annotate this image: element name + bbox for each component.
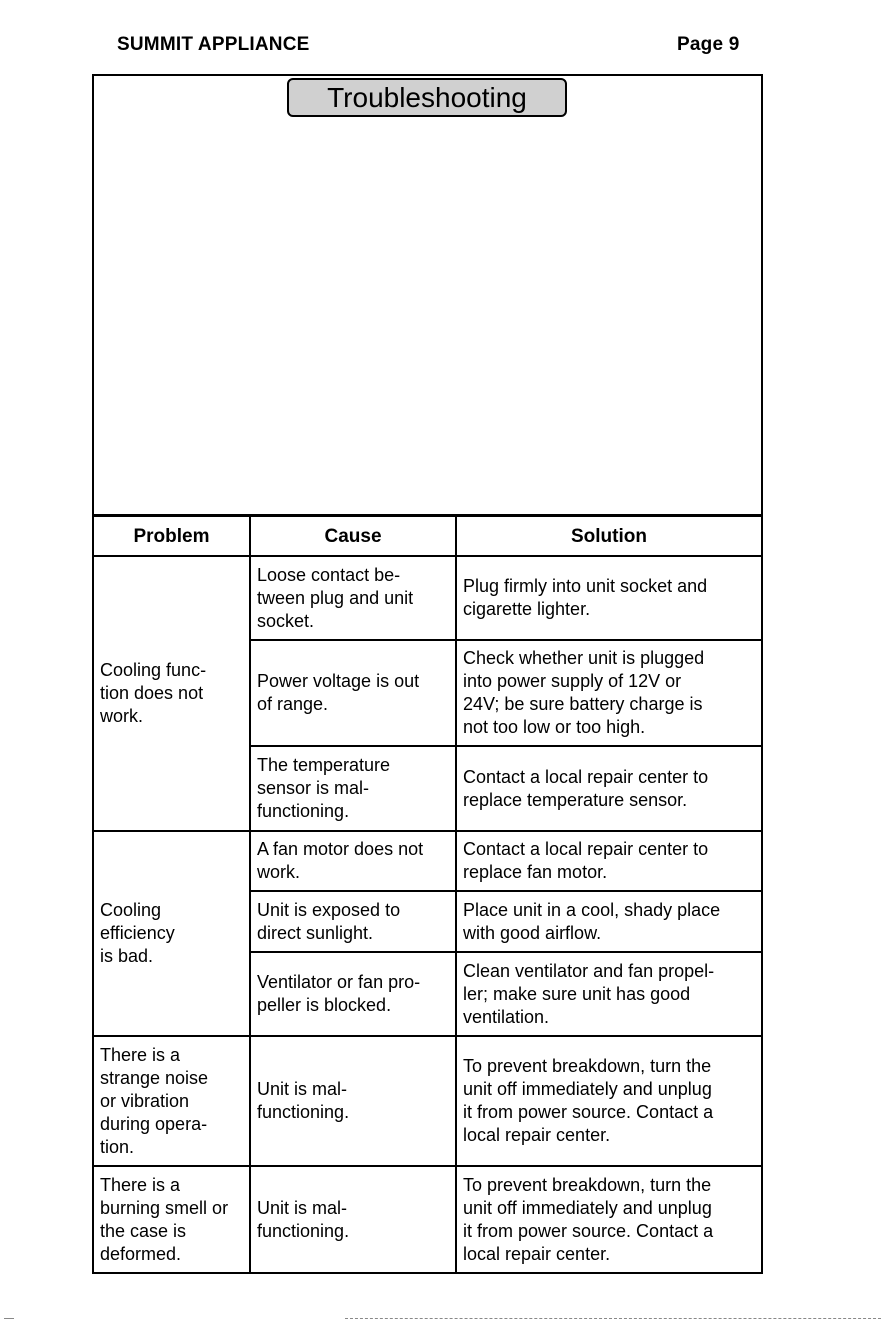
cause-cell: Unit is exposed to direct sunlight. — [250, 891, 456, 952]
brand-header: SUMMIT APPLIANCE — [117, 34, 310, 55]
page-number: Page 9 — [677, 34, 740, 55]
solution-cell: Clean ventilator and fan propel- ler; make sure unit has good ventilation. — [456, 952, 761, 1036]
footer-rule — [345, 1318, 881, 1319]
problem-cell: Cooling func- tion does not work. — [94, 556, 250, 831]
table-row — [94, 831, 761, 891]
table-body — [94, 556, 761, 1272]
troubleshooting-table — [94, 514, 761, 1272]
solution-cell: To prevent breakdown, turn the unit off immediately and unplug it from power source. Contact a local repair center. — [456, 1036, 761, 1166]
cause-cell: Unit is mal- functioning. — [250, 1036, 456, 1166]
cause-cell: Loose contact be- tween plug and unit socket. — [250, 556, 456, 640]
section-title: Troubleshooting — [287, 78, 567, 117]
table-row — [94, 556, 761, 640]
solution-cell: Contact a local repair center to replace temperature sensor. — [456, 746, 761, 831]
header-solution: Solution — [456, 516, 761, 557]
cause-cell: A fan motor does not work. — [250, 831, 456, 891]
table-header-row — [94, 516, 761, 557]
solution-cell: Place unit in a cool, shady place with good airflow. — [456, 891, 761, 952]
cause-cell: Power voltage is out of range. — [250, 640, 456, 746]
solution-cell: Contact a local repair center to replace fan motor. — [456, 831, 761, 891]
table-row — [94, 1166, 761, 1272]
problem-cell: There is a strange noise or vibration during opera- tion. — [94, 1036, 250, 1166]
problem-cell: There is a burning smell or the case is deformed. — [94, 1166, 250, 1272]
header-cause: Cause — [250, 516, 456, 557]
cause-cell: Ventilator or fan pro- peller is blocked. — [250, 952, 456, 1036]
problem-cell: Cooling efficiency is bad. — [94, 831, 250, 1036]
troubleshooting-panel — [92, 74, 763, 1274]
solution-cell: To prevent breakdown, turn the unit off immediately and unplug it from power source. Contact a local repair center. — [456, 1166, 761, 1272]
header-problem: Problem — [94, 516, 250, 557]
solution-cell: Plug firmly into unit socket and cigarette lighter. — [456, 556, 761, 640]
solution-cell: Check whether unit is plugged into power supply of 12V or 24V; be sure battery charge is not too low or too high. — [456, 640, 761, 746]
footer-mark — [4, 1318, 14, 1319]
cause-cell: The temperature sensor is mal- functioning. — [250, 746, 456, 831]
cause-cell: Unit is mal- functioning. — [250, 1166, 456, 1272]
table-row — [94, 1036, 761, 1166]
